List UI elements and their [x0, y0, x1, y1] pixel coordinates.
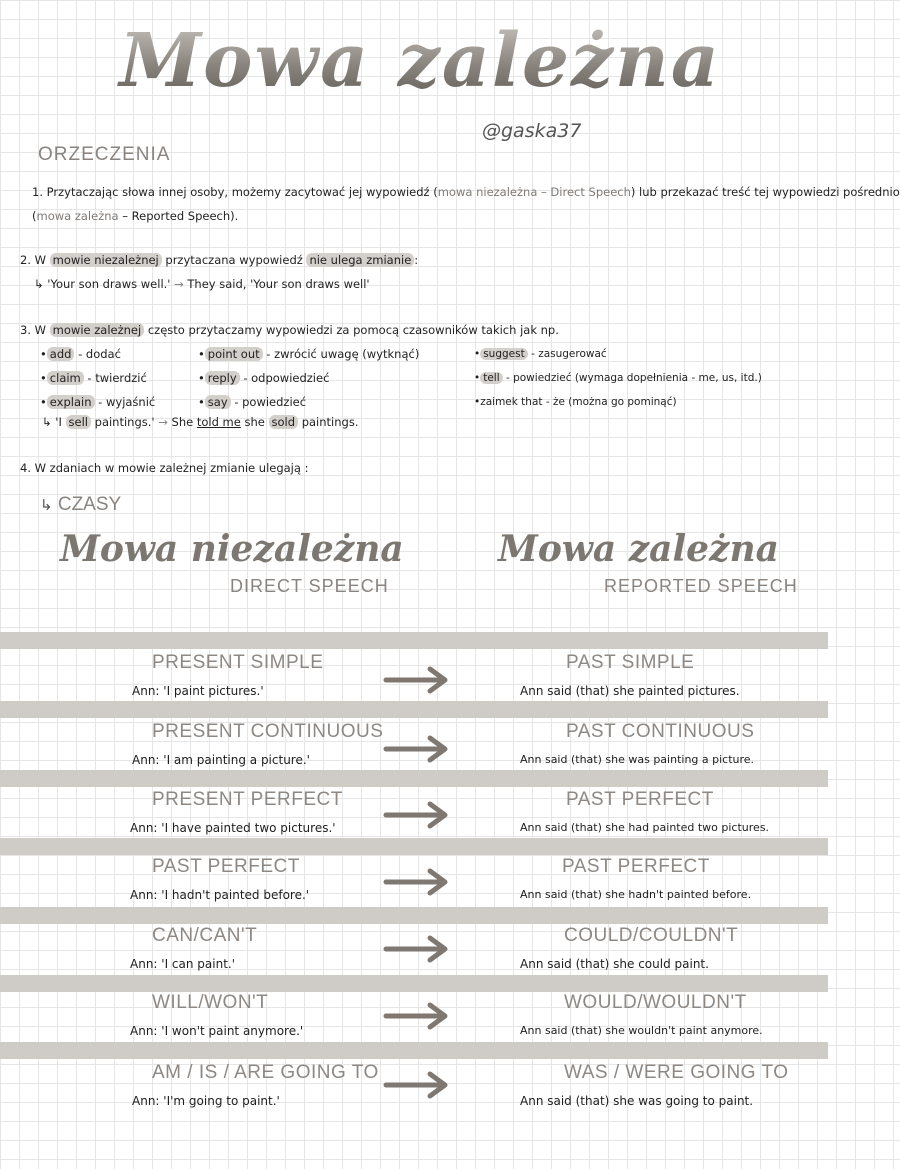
divider-band [0, 632, 828, 649]
example-direct: Ann: 'I am painting a picture.' [132, 753, 310, 767]
text: W [34, 323, 47, 337]
example-direct: Ann: 'I won't paint anymore.' [130, 1024, 304, 1038]
point-number: 3. [20, 323, 31, 337]
divider-band [0, 838, 828, 855]
right-arrow-icon: → [158, 415, 168, 429]
example-underlined: told me [196, 415, 241, 429]
tense-direct: PRESENT SIMPLE [152, 652, 324, 673]
meaning: - wyjaśnić [98, 395, 156, 409]
point-4-sub [40, 494, 121, 516]
verb: add [47, 347, 75, 361]
point-number: 4. [20, 461, 31, 475]
highlight: mowie niezależnej [50, 253, 162, 267]
example-direct: Ann: 'I hadn't painted before.' [130, 888, 310, 902]
bullet: • [40, 371, 47, 385]
tense-direct: WILL/WON'T [152, 992, 269, 1013]
text: ) lub przekazać treść tej wypowiedzi pośrednio [630, 185, 900, 199]
section-label: ORZECZENIA [38, 144, 171, 165]
meaning: - powiedzieć (wymaga dopełnienia - me, us, itd.) [505, 372, 762, 384]
right-arrow-icon [384, 665, 450, 695]
tense-reported: WOULD/WOULDN'T [564, 992, 747, 1013]
list-item [474, 344, 762, 364]
bullet: • [40, 347, 47, 361]
direct-speech-subheading: DIRECT SPEECH [230, 576, 389, 596]
example-reported: Ann said (that) she painted pictures. [520, 684, 740, 698]
verb: suggest [480, 348, 528, 360]
return-arrow-icon: ↳ [34, 277, 44, 291]
example: paintings. [301, 415, 359, 429]
example-reported: Ann said (that) she was painting a picture. [520, 753, 755, 766]
right-arrow-icon [384, 867, 450, 897]
text: często przytaczamy wypowiedzi za pomocą czasowników takich jak np. [147, 323, 559, 337]
list-item [40, 392, 155, 412]
example: She [171, 415, 194, 429]
point-3-example [42, 412, 358, 432]
divider-band [0, 1042, 828, 1059]
reported-speech-heading: Mowa zależna [498, 528, 780, 570]
author-handle: @gaska37 [482, 120, 582, 142]
tense-direct: PAST PERFECT [152, 856, 300, 877]
example-reported: Ann said (that) she could paint. [520, 957, 709, 971]
highlight: sell [66, 415, 91, 429]
divider-band [0, 770, 828, 787]
meaning: - dodać [78, 347, 121, 361]
text: Przytaczając słowa innej osoby, możemy zacytować jej wypowiedź ( [46, 185, 438, 199]
divider-band [0, 907, 828, 924]
bullet: • [198, 371, 205, 385]
text: ( [32, 209, 37, 223]
right-arrow-icon [384, 934, 450, 964]
tense-reported: PAST PERFECT [566, 789, 714, 810]
return-arrow-icon: ↳ [40, 497, 53, 514]
right-arrow-icon: → [174, 277, 184, 291]
example: paintings.' [94, 415, 155, 429]
tense-direct: CAN/CAN'T [152, 925, 258, 946]
point-number: 1. [32, 185, 43, 199]
text: mowa niezależna – Direct Speech [437, 185, 631, 199]
text: mowa zależna [36, 209, 119, 223]
verb: reply [205, 371, 240, 385]
tense-reported: COULD/COULDN'T [564, 925, 739, 946]
example: 'Your son draws well.' [47, 277, 171, 291]
right-arrow-icon [384, 1070, 450, 1100]
highlight: nie ulega zmianie [306, 253, 414, 267]
text: W [34, 253, 47, 267]
text: : [414, 253, 419, 267]
point-2-example [34, 274, 370, 294]
example: They said, 'Your son draws well' [187, 277, 370, 291]
example-reported: Ann said (that) she was going to paint. [520, 1094, 754, 1108]
example-reported: Ann said (that) she had painted two pictures. [520, 821, 770, 834]
sub-heading: CZASY [57, 494, 122, 515]
meaning: - powiedzieć [234, 395, 307, 409]
bullet: • [198, 395, 205, 409]
bullet: • [40, 395, 47, 409]
point-2-line-1 [20, 250, 418, 270]
meaning: - twierdzić [87, 371, 147, 385]
direct-speech-heading: Mowa niezależna [60, 528, 404, 570]
tense-direct: PRESENT CONTINUOUS [152, 721, 384, 742]
example-direct: Ann: 'I paint pictures.' [132, 684, 264, 698]
highlight: mowie zależnej [50, 323, 145, 337]
verb: zaimek that [480, 396, 543, 408]
tense-direct: PRESENT PERFECT [152, 789, 343, 810]
example-direct: Ann: 'I can paint.' [130, 957, 236, 971]
verb: claim [47, 371, 84, 385]
bullet: • [198, 347, 205, 361]
verb: point out [205, 347, 263, 361]
meaning: - odpowiedzieć [243, 371, 330, 385]
list-item [474, 392, 762, 412]
verb: say [205, 395, 231, 409]
text: – Reported Speech). [118, 209, 239, 223]
example: 'I [55, 415, 62, 429]
list-item [40, 344, 155, 364]
tense-reported: PAST CONTINUOUS [566, 721, 755, 742]
highlight: sold [269, 415, 299, 429]
tense-direct: AM / IS / ARE GOING TO [152, 1062, 379, 1083]
reported-speech-subheading: REPORTED SPEECH [604, 576, 798, 596]
verb-list-col-2 [198, 344, 419, 412]
point-3-line-1 [20, 320, 559, 340]
right-arrow-icon [384, 800, 450, 830]
verb-list-col-1 [40, 344, 155, 412]
list-item [198, 392, 419, 412]
point-number: 2. [20, 253, 31, 267]
right-arrow-icon [384, 734, 450, 764]
return-arrow-icon: ↳ [42, 415, 52, 429]
example-direct: Ann: 'I'm going to paint.' [132, 1094, 280, 1108]
point-1-line-2 [32, 206, 238, 226]
verb: explain [47, 395, 95, 409]
bullet: • [474, 372, 481, 384]
list-item [198, 344, 419, 364]
verb: tell [480, 372, 502, 384]
divider-band [0, 975, 828, 992]
meaning: - zwrócić uwagę (wytknąć) [266, 347, 420, 361]
tense-reported: PAST SIMPLE [566, 652, 695, 673]
example-reported: Ann said (that) she hadn't painted before. [520, 888, 752, 901]
point-4-line-1 [20, 458, 308, 478]
tense-reported: PAST PERFECT [562, 856, 710, 877]
verb-list-col-3 [474, 344, 762, 412]
meaning: - zasugerować [531, 348, 607, 360]
list-item [198, 368, 419, 388]
list-item [474, 368, 762, 388]
list-item [40, 368, 155, 388]
meaning: - że (można go pominąć) [545, 396, 677, 408]
bullet: • [474, 396, 481, 408]
example-direct: Ann: 'I have painted two pictures.' [130, 821, 336, 835]
text: przytaczana wypowiedź [165, 253, 303, 267]
page-title: Mowa zależna [100, 18, 740, 104]
divider-band [0, 701, 828, 718]
tense-reported: WAS / WERE GOING TO [564, 1062, 789, 1083]
text: W zdaniach w mowie zależnej zmianie ulegają : [34, 461, 309, 475]
point-1-line-1 [32, 182, 900, 202]
example: she [244, 415, 265, 429]
example-reported: Ann said (that) she wouldn't paint anymore. [520, 1024, 763, 1037]
bullet: • [474, 348, 481, 360]
right-arrow-icon [384, 1001, 450, 1031]
